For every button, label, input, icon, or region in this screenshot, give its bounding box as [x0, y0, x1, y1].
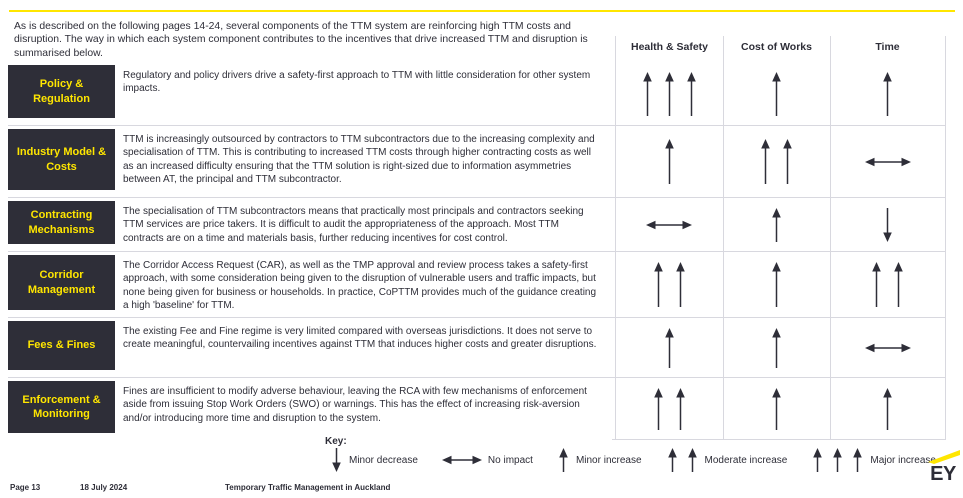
cost-of-works-impact	[723, 252, 830, 317]
impact-arrows-up-1	[557, 448, 570, 472]
row-description: The specialisation of TTM subcontractors means that practically most principals and contractors seeking TTM services are price takers. It is difficult to audit the appropriateness of the approach. Most TTM contracts are on a time and materials basis, further reducing incentives for cost control.	[123, 206, 584, 244]
key-item	[557, 448, 642, 472]
key-arrow-icon	[442, 454, 482, 466]
row-label: Policy & Regulation	[8, 65, 115, 118]
impact-arrows-up-1	[770, 72, 783, 116]
key-item	[811, 448, 936, 472]
column-header-cost-of-works: Cost of Works	[741, 41, 812, 53]
impact-arrows-up-1	[770, 208, 783, 242]
ey-beam-icon	[928, 450, 960, 464]
key-item-label: Major increase	[870, 454, 936, 466]
key-arrow-icon	[330, 448, 343, 472]
row-label-cell	[8, 62, 115, 125]
time-impact	[830, 126, 945, 197]
impact-arrows-up-1	[770, 388, 783, 430]
impact-arrows-up-2	[652, 262, 687, 307]
table-row	[8, 62, 945, 126]
row-label: Contracting Mechanisms	[8, 201, 115, 244]
key-legend	[330, 448, 936, 472]
impact-arrows-up-1	[770, 262, 783, 307]
key-arrow-icon	[666, 448, 699, 472]
time-impact	[830, 318, 945, 377]
impact-arrows-up-3	[641, 72, 698, 116]
row-description: TTM is increasingly outsourced by contractors to TTM subcontractors due to the increasing complexity and specialisation of TTM. This is contributing to increased TTM costs through higher contracting costs as well as an increased difficulty ensuring that the TTM solution is right-sized due to information asymmetries between AT, the principal and TTM subcontractor.	[123, 134, 595, 185]
row-label-cell	[8, 252, 115, 317]
impact-arrows-neutral	[865, 156, 911, 168]
impact-arrows-up-1	[663, 139, 676, 184]
impact-arrows-up-1	[663, 328, 676, 368]
health-safety-impact	[615, 318, 723, 377]
cost-of-works-impact	[723, 378, 830, 440]
health-safety-impact	[615, 62, 723, 125]
impact-arrows-up-1	[770, 328, 783, 368]
row-label-cell	[8, 378, 115, 440]
row-label: Corridor Management	[8, 255, 115, 310]
column-header-health-safety: Health & Safety	[630, 41, 709, 53]
impact-arrows-up-2	[870, 262, 905, 307]
row-label-cell	[8, 126, 115, 197]
impact-arrows-up-3	[811, 448, 864, 472]
health-safety-impact	[615, 378, 723, 440]
cost-of-works-impact	[723, 126, 830, 197]
ey-logo	[926, 450, 960, 484]
impact-arrows-neutral	[646, 219, 692, 231]
row-label: Fees & Fines	[8, 321, 115, 370]
time-impact	[830, 252, 945, 317]
health-safety-impact	[615, 198, 723, 251]
cost-of-works-impact	[723, 62, 830, 125]
key-arrow-icon	[811, 448, 864, 472]
footer-page-number: Page 13	[10, 483, 41, 492]
health-safety-impact	[615, 252, 723, 317]
key-arrow-icon	[557, 448, 570, 472]
impact-arrows-up-1	[881, 72, 894, 116]
row-description: Regulatory and policy drivers drive a safety-first approach to TTM with little consideration for other system impacts.	[123, 70, 591, 95]
table-row	[8, 126, 945, 198]
cost-of-works-impact	[723, 198, 830, 251]
key-item	[330, 448, 418, 472]
row-description: The Corridor Access Request (CAR), as well as the TMP approval and review process takes a safety-first approach, with some consideration being given to the disruption of vulnerable users and traffic impacts, but none being given for business or households. In practice, CoPTTM provides much of the guidance creating a high 'baseline' for TTM.	[123, 260, 597, 311]
impact-arrows-up-2	[759, 139, 794, 184]
key-title: Key:	[325, 436, 347, 447]
table-row	[8, 198, 945, 252]
impact-arrows-neutral	[442, 454, 482, 466]
footer-document-title: Temporary Traffic Management in Auckland	[225, 483, 391, 492]
time-impact	[830, 62, 945, 125]
row-label-cell	[8, 198, 115, 251]
key-item	[442, 454, 533, 466]
impact-arrows-neutral	[865, 342, 911, 354]
key-item-label: Minor decrease	[349, 454, 418, 466]
key-item	[666, 448, 788, 472]
row-label: Enforcement & Monitoring	[8, 381, 115, 433]
table-row	[8, 252, 945, 318]
intro-paragraph: As is described on the following pages 14-24, several components of the TTM system are reinforcing high TTM costs and disruption. The way in which each system component contributes to the incentives that drive increased TTM and disruption is summarised below.	[14, 21, 588, 59]
key-item-label: Moderate increase	[704, 454, 788, 466]
row-description: Fines are insufficient to modify adverse behaviour, leaving the RCA with few mechanisms of enforcement aside from issuing Stop Work Orders (SWO) or warnings. This has the effect of increasing risk-aversion and/or introducing more time and disruption to the system.	[123, 386, 587, 424]
impact-arrows-down-1	[881, 208, 894, 242]
ttm-summary-table	[8, 62, 945, 440]
impact-arrows-down-1	[330, 448, 343, 472]
key-item-label: No impact	[487, 454, 533, 466]
yellow-top-rule	[9, 10, 955, 12]
row-label-cell	[8, 318, 115, 377]
row-label: Industry Model & Costs	[8, 129, 115, 190]
ey-logo-text: EY	[930, 463, 956, 485]
grid-vline-4	[945, 36, 946, 440]
key-item-label: Minor increase	[575, 454, 642, 466]
table-row	[8, 318, 945, 378]
impact-arrows-up-2	[666, 448, 699, 472]
footer-date: 18 July 2024	[80, 483, 128, 492]
impact-arrows-up-1	[881, 388, 894, 430]
impact-arrows-up-2	[652, 388, 687, 430]
time-impact	[830, 378, 945, 440]
table-row	[8, 378, 945, 440]
column-header-time: Time	[875, 41, 900, 53]
time-impact	[830, 198, 945, 251]
cost-of-works-impact	[723, 318, 830, 377]
health-safety-impact	[615, 126, 723, 197]
row-description: The existing Fee and Fine regime is very limited compared with overseas jurisdictions. It does not serve to create meaningful, countervailing incentives against TTM that induces higher costs and greater disruptions.	[123, 326, 597, 351]
